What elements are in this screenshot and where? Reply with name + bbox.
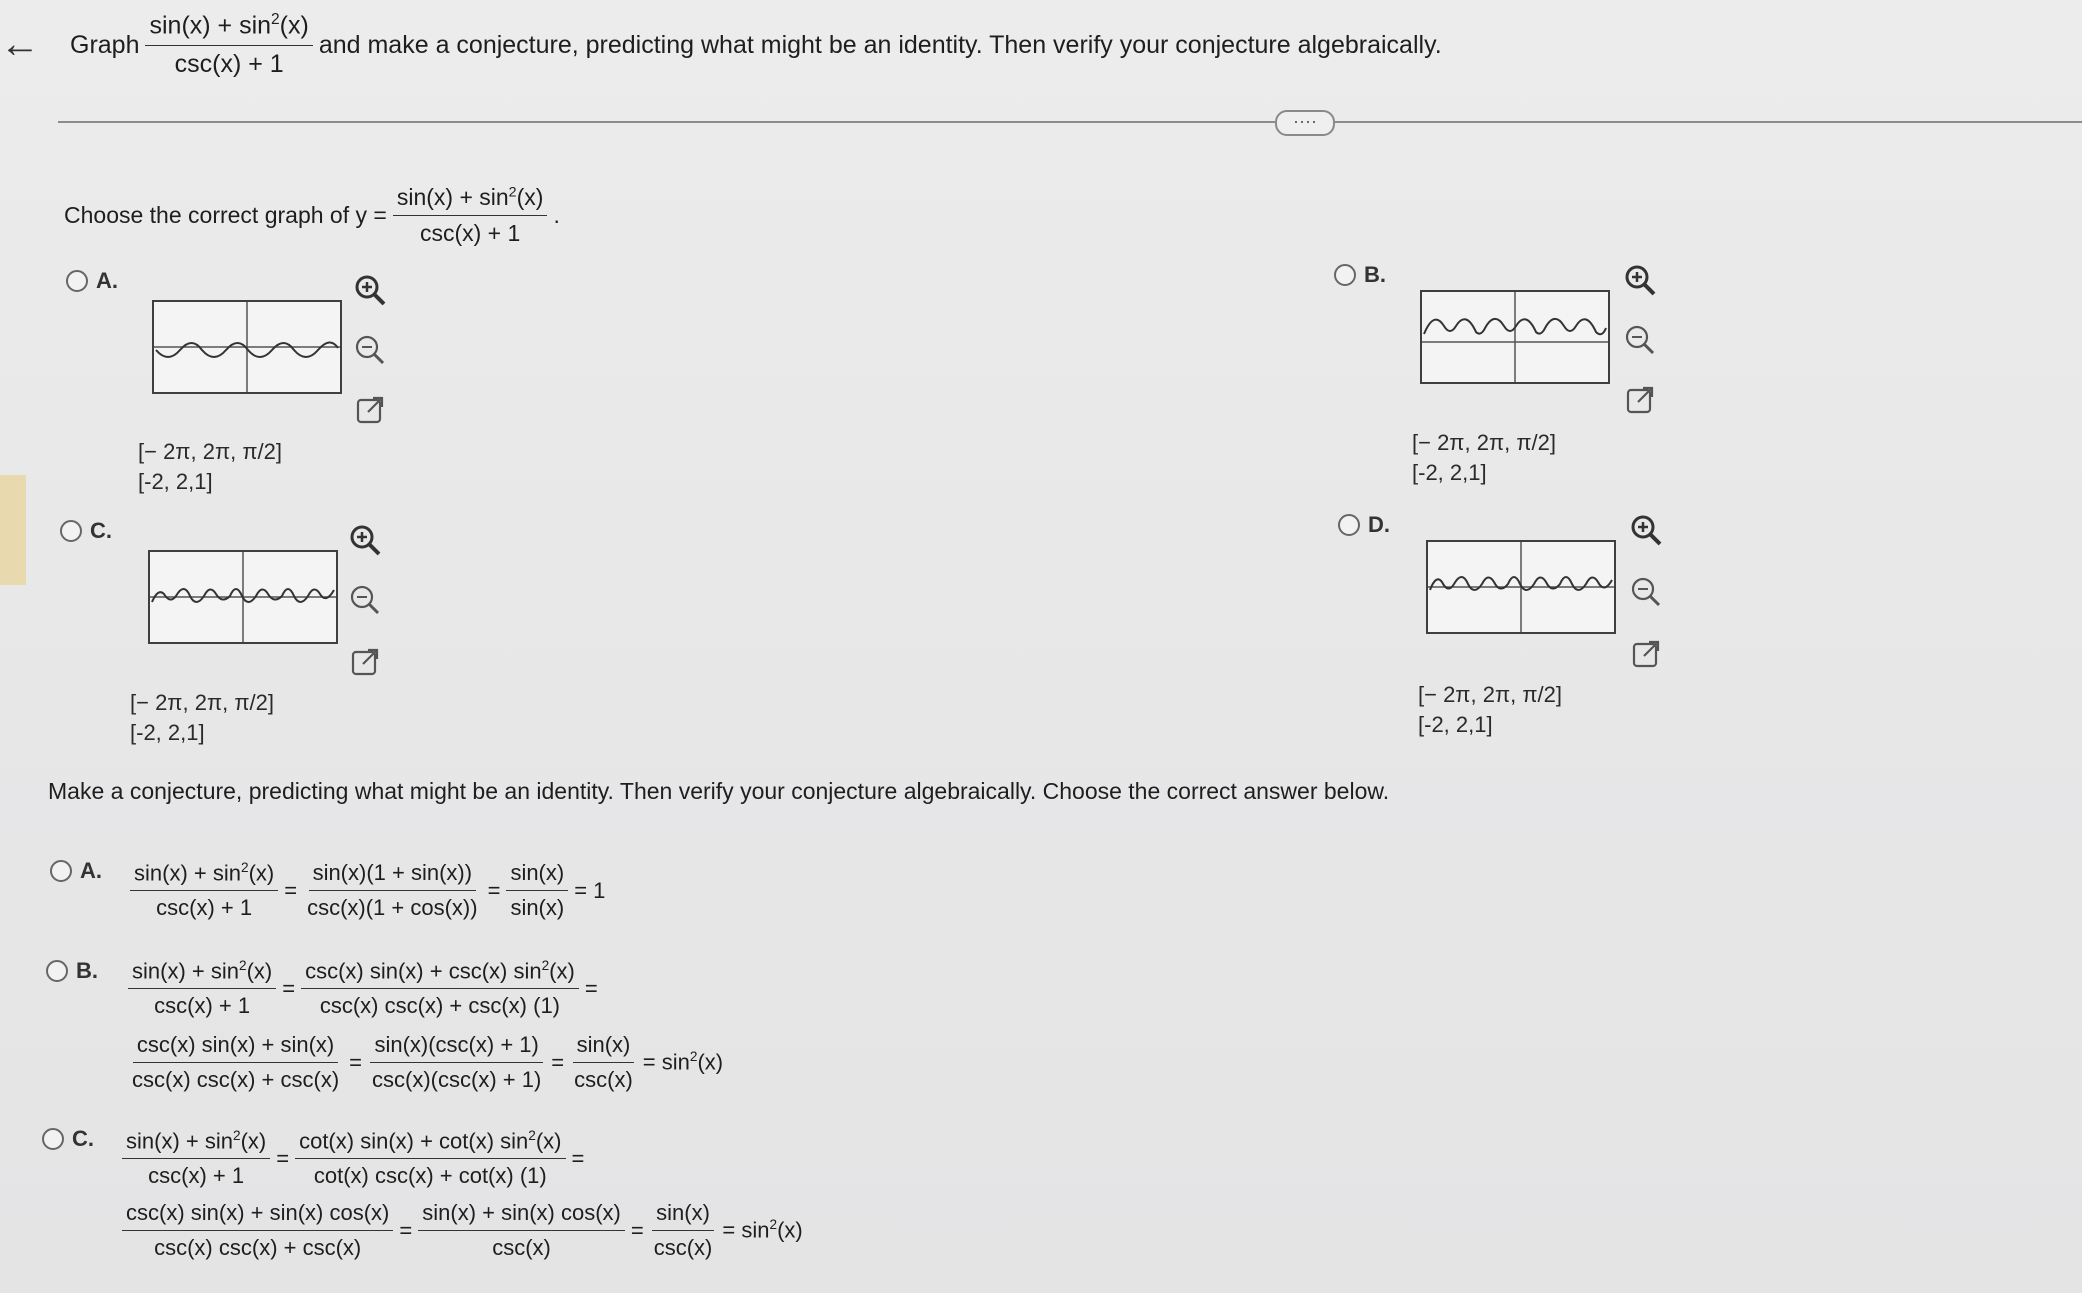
zoom-out-icon[interactable] (1620, 320, 1660, 360)
graph-a-plot (154, 302, 340, 392)
graph-c-thumbnail[interactable] (148, 550, 338, 644)
radio-answer-c[interactable] (42, 1128, 64, 1150)
graph-b-thumbnail[interactable] (1420, 290, 1610, 384)
zoom-in-icon[interactable] (350, 270, 390, 310)
back-arrow-icon[interactable]: ← (0, 22, 40, 66)
radio-b[interactable] (1334, 264, 1356, 286)
answer-b-line1: $\frac{\sin(x) + \sin^2(x)}{\csc(x) + 1}$ = $\frac{\csc(x) \sin(x) + \csc(x) \sin^2(x)}{\csc(x) \csc(x) + \csc(x) (1)}$ = (126, 958, 602, 1019)
radio-a[interactable] (66, 270, 88, 292)
question-suffix: and make a conjecture, predicting what might be an identity. Then verify your conjecture algebraically. (318, 30, 1442, 59)
answer-option-c[interactable]: C. (42, 1126, 94, 1152)
graph-d-window: [− 2π, 2π, π/2] [-2, 2,1] (1418, 682, 1562, 737)
open-new-window-icon[interactable] (1626, 634, 1666, 674)
graph-option-b[interactable]: B. (1334, 262, 1386, 288)
graph-option-a[interactable]: A. (66, 268, 118, 294)
answer-option-a[interactable]: A. (50, 858, 102, 884)
answer-c-line2: $\frac{\csc(x) \sin(x) + \sin(x) \cos(x)}{\csc(x) \csc(x) + \csc(x)}$ = $\frac{\sin(x) + \sin(x) \cos(x)}{\csc(x)}$ = $\frac{\sin(x)}{\csc(x)}$ = $\sin^2(x)$ (120, 1200, 807, 1261)
graph-b-plot (1422, 292, 1608, 382)
zoom-in-icon[interactable] (345, 520, 385, 560)
radio-d[interactable] (1338, 514, 1360, 536)
answer-a-expression: $\frac{\sin(x) + \sin^2(x)}{\csc(x) + 1}$ = $\frac{\sin(x)(1 + \sin(x))}{\csc(x)(1 + \cos(x))}$ = $\frac{\sin(x)}{\sin(x)}$ = 1 (128, 860, 609, 921)
zoom-in-icon[interactable] (1620, 260, 1660, 300)
answer-c-line1: $\frac{\sin(x) + \sin^2(x)}{\csc(x) + 1}$ = $\frac{\cot(x) \sin(x) + \cot(x) \sin^2(x)}{\cot(x) \csc(x) + \cot(x) (1)}$ = (120, 1128, 588, 1189)
more-button[interactable]: ···· (1275, 110, 1335, 136)
graph-prompt-fraction: $\frac{\sin(x) + \sin^2(x)}{\csc(x) + 1}$ (393, 184, 548, 247)
answer-option-b[interactable]: B. (46, 958, 98, 984)
graph-a-thumbnail[interactable] (152, 300, 342, 394)
zoom-out-icon[interactable] (1626, 572, 1666, 612)
open-new-window-icon[interactable] (345, 642, 385, 682)
zoom-out-icon[interactable] (350, 330, 390, 370)
section-divider (58, 121, 2082, 123)
radio-answer-b[interactable] (46, 960, 68, 982)
left-edge-tint (0, 475, 26, 585)
question-header (70, 10, 1442, 80)
graph-c-plot (150, 552, 336, 642)
graph-b-window: [− 2π, 2π, π/2] [-2, 2,1] (1412, 430, 1556, 485)
radio-answer-a[interactable] (50, 860, 72, 882)
answer-b-line2: $\frac{\csc(x) \sin(x) + \sin(x)}{\csc(x) \csc(x) + \csc(x)}$ = $\frac{\sin(x)(\csc(x) + 1)}{\csc(x)(\csc(x) + 1)}$ = $\frac{\sin(x)}{\csc(x)}$ = $\sin^2(x)$ (132, 1032, 724, 1092)
graph-c-window: [− 2π, 2π, π/2] [-2, 2,1] (130, 690, 274, 745)
graph-d-plot (1428, 542, 1614, 632)
radio-c[interactable] (60, 520, 82, 542)
graph-d-thumbnail[interactable] (1426, 540, 1616, 634)
graph-a-window: [− 2π, 2π, π/2] [-2, 2,1] (138, 439, 282, 494)
graph-option-c[interactable]: C. (60, 518, 112, 544)
graph-prompt: Choose the correct graph of y = $\frac{\sin(x) + \sin^2(x)}{\csc(x) + 1}$ . (64, 183, 560, 246)
open-new-window-icon[interactable] (1620, 380, 1660, 420)
graph-option-d[interactable]: D. (1338, 512, 1390, 538)
question-prefix: Graph (70, 30, 140, 59)
conjecture-prompt: Make a conjecture, predicting what might be an identity. Then verify your conjecture algebraically. Choose the correct answer below. (48, 778, 1390, 804)
zoom-out-icon[interactable] (345, 580, 385, 620)
open-new-window-icon[interactable] (350, 390, 390, 430)
question-fraction: $\frac{\sin(x) + \sin^2(x)}{\csc(x) + 1}$ (145, 11, 312, 78)
zoom-in-icon[interactable] (1626, 510, 1666, 550)
